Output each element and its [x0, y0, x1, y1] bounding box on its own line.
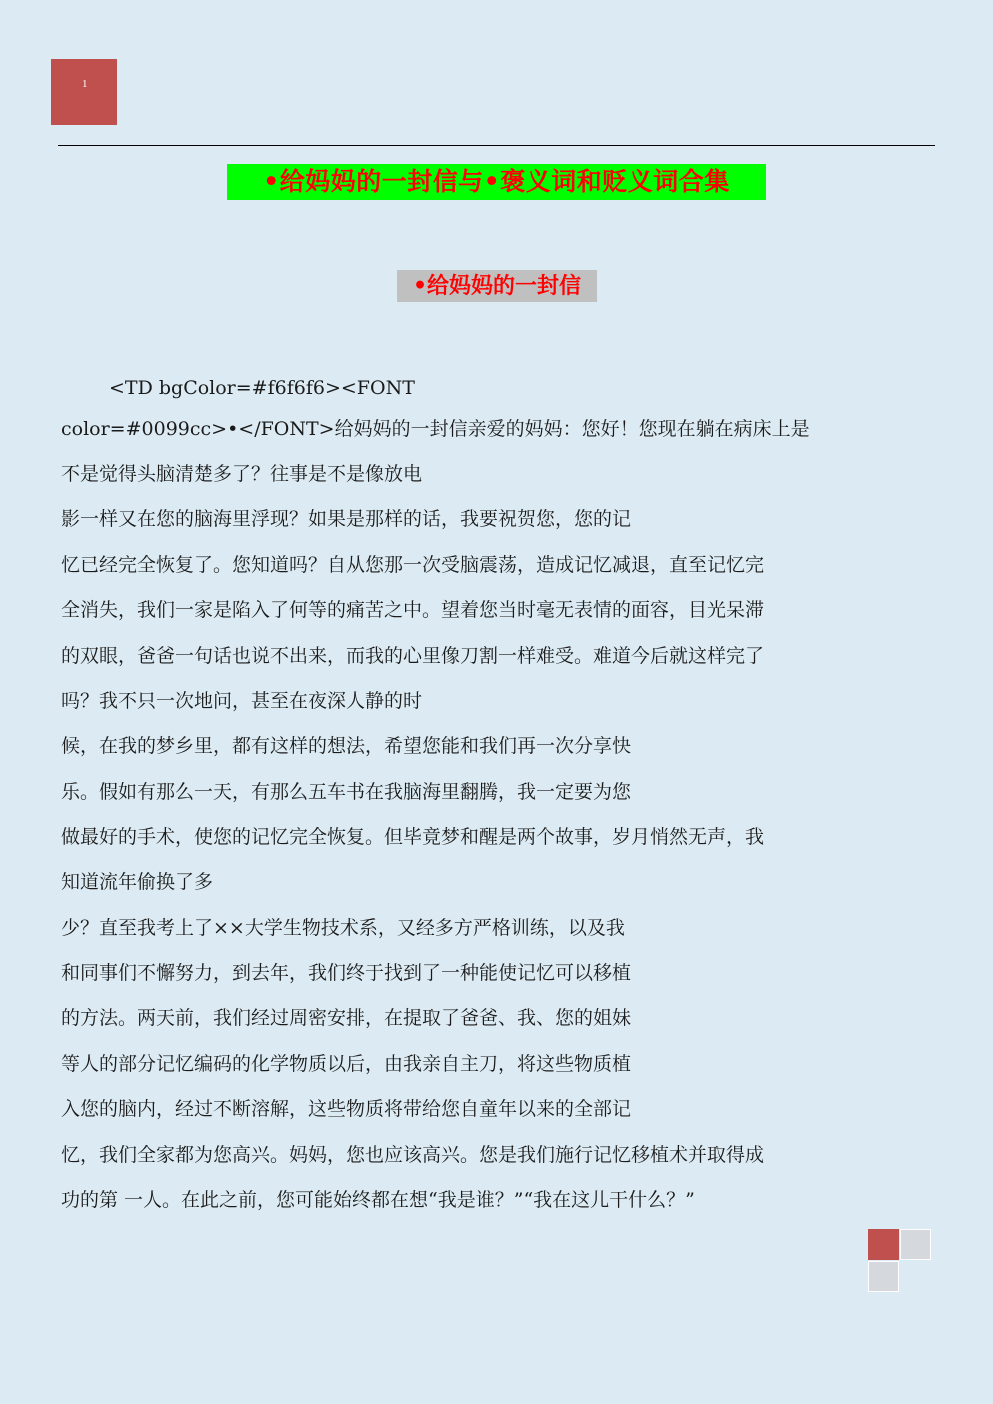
- document-title: •给妈妈的一封信与•褒义词和贬义词合集: [227, 164, 766, 200]
- body-line: 和同事们不懈努力，到去年，我们终于找到了一种能使记忆可以移植: [61, 962, 632, 984]
- page-number-box: [51, 59, 117, 125]
- body-line: 知道流年偷换了多: [61, 871, 214, 893]
- section-heading: •给妈妈的一封信: [397, 270, 597, 302]
- body-line: 功的第 一人。在此之前，您可能始终都在想“我是谁？”“我在这儿干什么？”: [61, 1189, 695, 1211]
- body-line: 忆，我们全家都为您高兴。妈妈，您也应该高兴。您是我们施行记忆移植术并取得成: [61, 1144, 765, 1166]
- page-number: 1: [82, 78, 88, 90]
- header-divider: [58, 145, 935, 146]
- body-line: 少？直至我考上了××大学生物技术系，又经多方严格训练，以及我: [61, 917, 625, 939]
- body-line: 候，在我的梦乡里，都有这样的想法，希望您能和我们再一次分享快: [61, 735, 632, 757]
- body-line: 不是觉得头脑清楚多了？往事是不是像放电: [61, 463, 423, 485]
- body-line: color=#0099cc>•</FONT>给妈妈的一封信亲爱的妈妈：您好！您现在躺在病床上是: [61, 418, 810, 440]
- body-line: 乐。假如有那么一天，有那么五车书在我脑海里翻腾，我一定要为您: [61, 781, 632, 803]
- body-line: 全消失，我们一家是陷入了何等的痛苦之中。望着您当时毫无表情的面容，目光呆滞: [61, 599, 765, 621]
- corner-decoration-red-square: [868, 1229, 899, 1260]
- body-line: 做最好的手术，使您的记忆完全恢复。但毕竟梦和醒是两个故事，岁月悄然无声，我: [61, 826, 765, 848]
- corner-decoration-gray-square: [868, 1261, 899, 1292]
- body-line: 入您的脑内，经过不断溶解，这些物质将带给您自童年以来的全部记: [61, 1098, 632, 1120]
- body-line: 的双眼，爸爸一句话也说不出来，而我的心里像刀割一样难受。难道今后就这样完了: [61, 645, 765, 667]
- body-line: 等人的部分记忆编码的化学物质以后，由我亲自主刀，将这些物质植: [61, 1053, 632, 1075]
- body-line: 吗？我不只一次地问，甚至在夜深人静的时: [61, 690, 423, 712]
- body-line: <TD bgColor=#f6f6f6><FONT: [109, 377, 415, 399]
- body-line: 忆已经完全恢复了。您知道吗？自从您那一次受脑震荡，造成记忆减退，直至记忆完: [61, 554, 765, 576]
- body-line: 影一样又在您的脑海里浮现？如果是那样的话，我要祝贺您，您的记: [61, 508, 632, 530]
- body-line: 的方法。两天前，我们经过周密安排，在提取了爸爸、我、您的姐妹: [61, 1007, 632, 1029]
- corner-decoration-gray-square: [900, 1229, 931, 1260]
